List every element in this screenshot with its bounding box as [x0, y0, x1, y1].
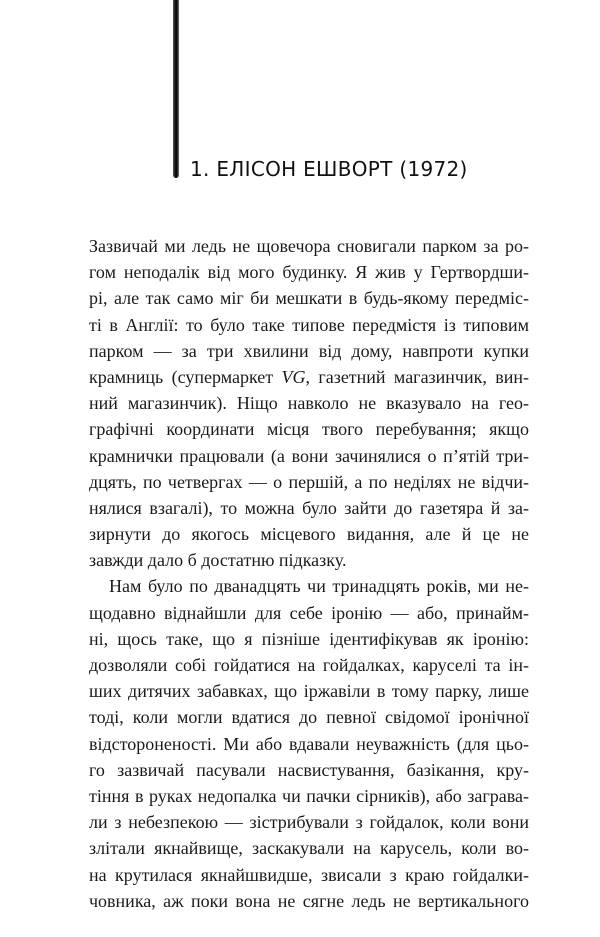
text-line: на крутилася якнайшвидше, звисали з краю гойдалки- [89, 864, 529, 885]
text-line: гом неподалік від мого будинку. Я жив у Гертвордши- [89, 262, 529, 283]
text-line: графічні координати місця твого перебування; якщо [89, 419, 529, 440]
text-line: злітали якнайвище, заскакували на карусель, коли во- [89, 838, 529, 859]
chapter-title: 1. ЕЛІСОН ЕШВОРТ (1972) [190, 157, 468, 181]
paragraph [89, 233, 529, 573]
body-text [89, 233, 529, 914]
text-line: тіння в руках недопалка чи пачки сірників), або заграва- [89, 785, 529, 806]
paragraph [89, 573, 529, 913]
text-line: ли з небезпекою — зістрибували з гойдалок, коли вони [89, 812, 529, 833]
text-line: зирнути до якогось місцевого видання, але й це не [89, 524, 529, 545]
bookmark-ribbon [173, 0, 179, 178]
text-line: човника, аж поки вона не сягне ледь не вертикального [89, 890, 529, 911]
text-line: ний магазинчик). Ніщо навколо не вказувало на гео- [89, 393, 529, 414]
text-line: завжди дало б достатню підказку. [89, 550, 347, 571]
text-line: відстороненості. Ми або вдавали неуважність (для цьо- [89, 733, 529, 754]
text-line: нялися взагалі), то можна було зайти до газетяра й за- [89, 497, 529, 518]
text-line: ті в Англії: то було таке типове передмістя із типовим [89, 314, 529, 335]
text-line: Нам було по дванадцять чи тринадцять років, ми не- [109, 576, 529, 597]
text-line: крамниць (супермаркет VG, газетний магазинчик, вин- [89, 366, 529, 387]
text-line: дозволяли собі гойдатися на гойдалках, каруселі та ін- [89, 655, 529, 675]
text-line: го зазвичай пасували насвистування, базікання, кру- [89, 759, 529, 780]
text-line: ні, щось таке, що я пізніше ідентифікував як іронію: [89, 628, 529, 649]
text-line: рі, але так само міг би мешкати в будь-якому передміс- [89, 288, 529, 309]
text-line: парком — за три хвилини від дому, навпроти купки [89, 340, 529, 361]
text-line: Зазвичай ми ледь не щовечора сновигали парком за ро- [89, 236, 529, 256]
text-line: дцять, по четвергах — о першій, а по неділях не відчи- [89, 471, 529, 492]
text-line: щодавно віднайшли для себе іронію — або, принайм- [89, 602, 529, 623]
text-line: крамнички працювали (а вони зачинялися о п’ятій три- [89, 445, 529, 466]
text-line: ших дитячих забавках, що іржавіли в тому парку, лише [89, 681, 529, 702]
text-line: тоді, коли могли вдатися до певної свідомої іронічної [89, 707, 529, 728]
